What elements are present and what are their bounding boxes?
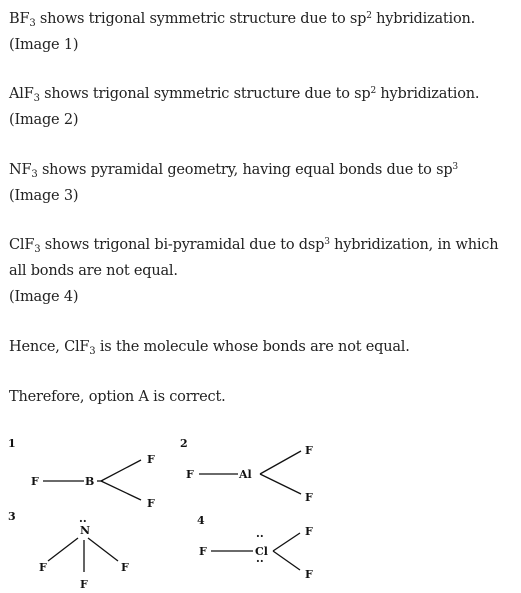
clf3-bottom-f: F (305, 568, 313, 581)
image-ref-1: (Image 1) (9, 37, 79, 53)
alf3-center-al: Al (239, 468, 252, 481)
image-ref-3: (Image 3) (9, 188, 79, 204)
nf3-right-f: F (121, 561, 129, 574)
explanation-nf3: $NF_3$ shows pyramidal geometry, having equal bonds due to $sp^3$ (Image 3) (9, 162, 458, 204)
clf3-lone-pair-bottom: ·· (256, 555, 264, 568)
label-2: 2 (180, 437, 188, 450)
clf3-left-f: F (199, 545, 207, 558)
nf3-left-f: F (39, 561, 47, 574)
formula-alf3: AlF$_3$ (9, 86, 40, 104)
structure-alf3 (180, 437, 313, 504)
nf3-lone-pair: ·· (79, 515, 87, 528)
formula-clf3: ClF$_3$ (9, 237, 41, 255)
bf3-top-f: F (147, 453, 155, 466)
alf3-left-f: F (186, 468, 194, 481)
clf3-lone-pair-top: ·· (256, 530, 264, 543)
image-ref-4: (Image 4) (9, 289, 79, 305)
structure-clf3 (197, 514, 313, 581)
explanation-bf3: $BF_3$ shows trigonal symmetric structure due to $sp^2$ hybridization. (Image 1) (9, 11, 476, 53)
conclusion: Hence, ClF$_3$ is the molecule whose bonds are not equal. (9, 339, 410, 357)
label-3: 3 (8, 510, 16, 523)
label-4: 4 (197, 514, 205, 527)
molecular-structures-figure (0, 430, 521, 593)
structure-bf3 (8, 437, 155, 510)
alf3-bottom-f: F (305, 491, 313, 504)
bf3-left-f: F (31, 475, 39, 488)
explanation-clf3: ClF$_3$ shows trigonal bi-pyramidal due to dsp$^3$ hybridization, in which all bonds are not equal. (Image 4) (9, 237, 499, 305)
answer-statement: Therefore, option A is correct. (9, 389, 226, 405)
clf3-center-cl: Cl (255, 545, 268, 558)
clf3-top-f: F (305, 525, 313, 538)
alf3-top-f: F (305, 444, 313, 457)
explanation-alf3: AlF$_3$ shows trigonal symmetric structure due to $sp^2$ hybridization. (Image 2) (9, 86, 480, 128)
nf3-bottom-f: F (80, 578, 88, 591)
formula-bf3: $BF_3$ (9, 11, 36, 29)
bf3-center-b: B (85, 475, 95, 488)
nf3-center-n: N (80, 524, 91, 537)
structure-nf3 (8, 510, 129, 591)
formula-nf3: $NF_3$ (9, 162, 38, 180)
image-ref-2: (Image 2) (9, 112, 79, 128)
bf3-bottom-f: F (147, 497, 155, 510)
label-1: 1 (8, 437, 16, 450)
